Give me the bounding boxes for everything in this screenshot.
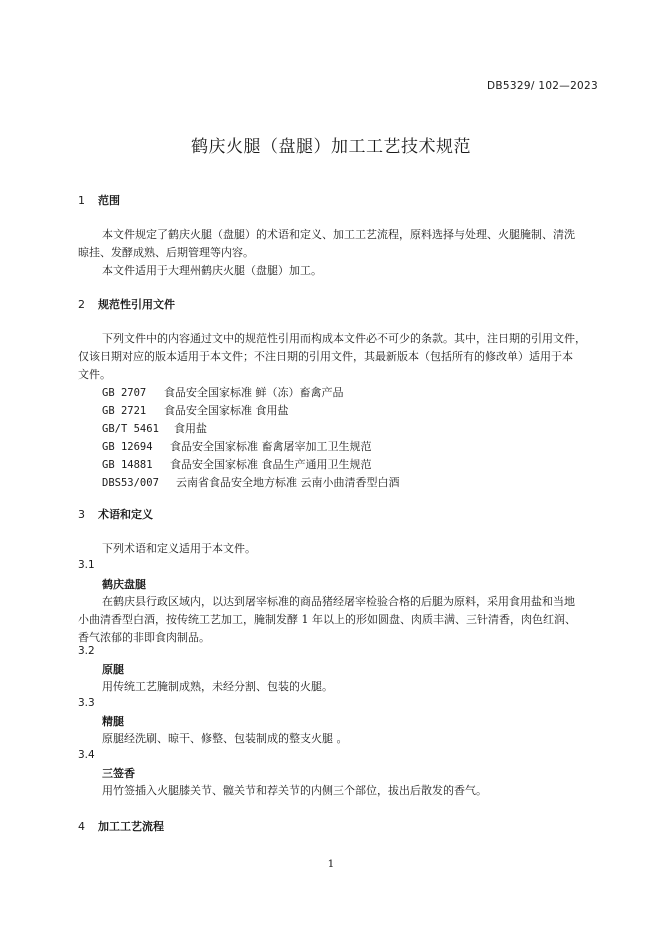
section-number: 3	[78, 508, 85, 521]
reference-item	[102, 456, 372, 472]
reference-code: GB 12694	[102, 441, 153, 453]
paragraph-line: 下列术语和定义适用于本文件。	[102, 542, 256, 555]
section-2-heading	[78, 296, 175, 312]
reference-title: 食品安全国家标准 畜禽屠宰加工卫生规范	[170, 440, 372, 453]
clause-number: 3.4	[78, 749, 95, 761]
section-title: 范围	[98, 194, 120, 207]
reference-title: 云南省食品安全地方标准 云南小曲清香型白酒	[176, 476, 400, 489]
section-title: 规范性引用文件	[98, 298, 175, 311]
paragraph-line: 下列文件中的内容通过文中的规范性引用而构成本文件必不可少的条款。其中，注日期的引用文件，	[102, 332, 586, 345]
reference-code: DBS53/007	[102, 477, 159, 489]
reference-item	[102, 438, 372, 454]
clause-number: 3.1	[78, 559, 95, 571]
section-number: 2	[78, 298, 85, 311]
definition-line: 在鹤庆县行政区域内，以达到屠宰标准的商品猪经屠宰检验合格的后腿为原料，采用食用盐和当地	[102, 595, 575, 608]
paragraph-line: 本文件规定了鹤庆火腿（盘腿）的术语和定义、加工工艺流程，原料选择与处理、火腿腌制、清洗	[102, 228, 575, 241]
paragraph-line: 本文件适用于大理州鹤庆火腿（盘腿）加工。	[102, 264, 322, 277]
term-name: 鹤庆盘腿	[102, 578, 146, 591]
reference-title: 食用盐	[174, 422, 207, 435]
section-title: 加工工艺流程	[98, 820, 164, 833]
section-1-heading	[78, 192, 120, 208]
paragraph-line: 文件。	[78, 368, 111, 381]
definition-line: 小曲清香型白酒，按传统工艺加工，腌制发酵 1 年以上的形如圆盘、肉质丰满、三针清香，肉色红润、	[78, 613, 576, 626]
standard-number: DB5329/ 102—2023	[487, 80, 598, 92]
term-name: 原腿	[102, 663, 124, 676]
term-name: 精腿	[102, 715, 124, 728]
section-3-heading	[78, 506, 153, 522]
document-title: 鹤庆火腿（盘腿）加工工艺技术规范	[191, 137, 471, 157]
clause-number: 3.3	[78, 697, 95, 709]
definition-line: 香气浓郁的非即食肉制品。	[78, 631, 210, 644]
reference-item	[102, 384, 344, 400]
term-name: 三签香	[102, 767, 135, 780]
definition-line: 用竹签插入火腿膝关节、髋关节和荐关节的内侧三个部位，拔出后散发的香气。	[102, 784, 487, 797]
definition-line: 原腿经洗刷、晾干、修整、包装制成的整支火腿 。	[102, 732, 348, 745]
paragraph-line: 仅该日期对应的版本适用于本文件；不注日期的引用文件，其最新版本（包括所有的修改单）适用于本	[78, 350, 573, 363]
section-title: 术语和定义	[98, 508, 153, 521]
section-4-heading	[78, 818, 164, 834]
reference-title: 食品安全国家标准 食品生产通用卫生规范	[170, 458, 372, 471]
reference-code: GB/T 5461	[102, 423, 159, 435]
clause-number: 3.2	[78, 645, 95, 657]
reference-code: GB 2721	[102, 405, 147, 417]
reference-item	[102, 474, 400, 490]
reference-item	[102, 402, 289, 418]
section-number: 4	[78, 820, 85, 833]
page-number: 1	[327, 858, 335, 870]
section-number: 1	[78, 194, 85, 207]
reference-title: 食品安全国家标准 食用盐	[164, 404, 289, 417]
reference-item	[102, 420, 207, 436]
reference-title: 食品安全国家标准 鲜（冻）畜禽产品	[164, 386, 344, 399]
definition-line: 用传统工艺腌制成熟，未经分割、包装的火腿。	[102, 680, 333, 693]
reference-code: GB 14881	[102, 459, 153, 471]
reference-code: GB 2707	[102, 387, 147, 399]
paragraph-line: 晾挂、发酵成熟、后期管理等内容。	[78, 246, 254, 259]
